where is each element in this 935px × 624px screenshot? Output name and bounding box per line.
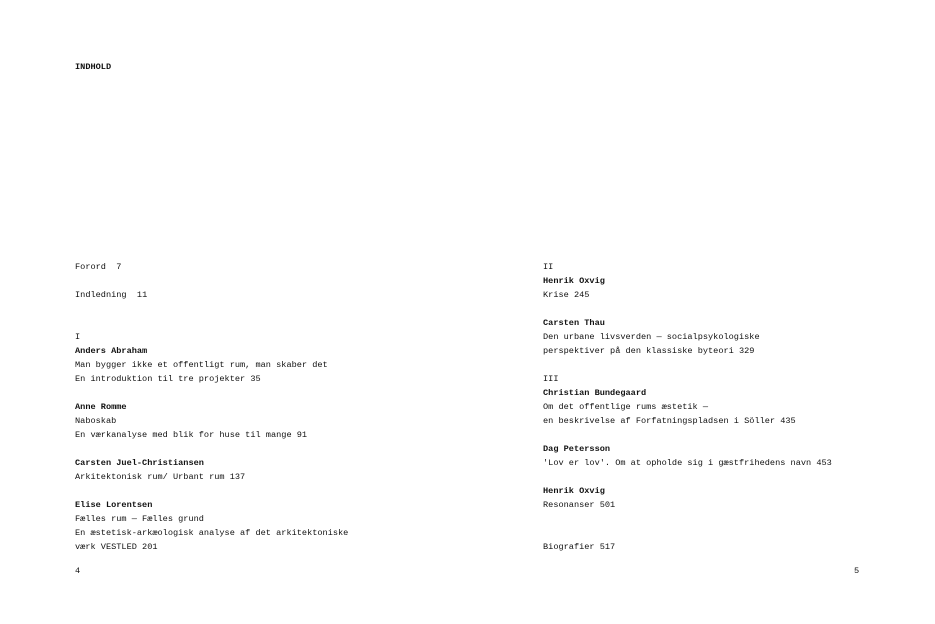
toc-entry-forord (75, 260, 121, 274)
page-number: 4 (75, 566, 81, 576)
toc-title-line: 'Lov er lov'. Om at opholde sig i gæstfrihedens navn 453 (543, 458, 832, 468)
toc-title-line: Om det offentlige rums æstetik — (543, 402, 709, 412)
toc-author: Anders Abraham (75, 346, 148, 356)
toc-entry-page: 11 (136, 290, 148, 300)
toc-title-line: Den urbane livsverden — socialpsykologiske (543, 332, 760, 342)
toc-author: Henrik Oxvig (543, 486, 605, 496)
toc-title-line: Arkitektonisk rum/ Urbant rum 137 (75, 472, 246, 482)
toc-entry-page: 7 (116, 262, 122, 272)
toc-title-line: En æstetisk-arkæologisk analyse af det arkitektoniske (75, 528, 349, 538)
toc-title-line: Krise 245 (543, 290, 590, 300)
toc-title-line: En værkanalyse med blik for huse til mange 91 (75, 430, 308, 440)
toc-entry-biografier: Biografier 517 (543, 542, 616, 552)
page-heading: INDHOLD (75, 62, 112, 72)
toc-author: Dag Petersson (543, 444, 611, 454)
section-numeral: II (543, 262, 554, 272)
toc-entry-indledning (75, 288, 147, 302)
toc-title-line: en beskrivelse af Forfatningspladsen i Söller 435 (543, 416, 796, 426)
toc-author: Anne Romme (75, 402, 127, 412)
right-page (468, 0, 935, 624)
toc-author: Carsten Juel-Christiansen (75, 458, 204, 468)
section-numeral: III (543, 374, 559, 384)
toc-title-line: En introduktion til tre projekter 35 (75, 374, 261, 384)
toc-title-line: værk VESTLED 201 (75, 542, 158, 552)
toc-title-line: Fælles rum — Fælles grund (75, 514, 204, 524)
toc-title-line: perspektiver på den klassiske byteori 329 (543, 346, 755, 356)
toc-author: Henrik Oxvig (543, 276, 605, 286)
toc-entry-title: Forord (75, 262, 106, 272)
toc-title-line: Man bygger ikke et offentligt rum, man skaber det (75, 360, 328, 370)
toc-author: Elise Lorentsen (75, 500, 153, 510)
page-number: 5 (854, 566, 860, 576)
toc-title-line: Naboskab (75, 416, 117, 426)
left-page (0, 0, 467, 624)
toc-author: Christian Bundegaard (543, 388, 647, 398)
section-numeral: I (75, 332, 81, 342)
toc-author: Carsten Thau (543, 318, 605, 328)
toc-title-line: Resonanser 501 (543, 500, 616, 510)
toc-entry-title: Indledning (75, 290, 127, 300)
